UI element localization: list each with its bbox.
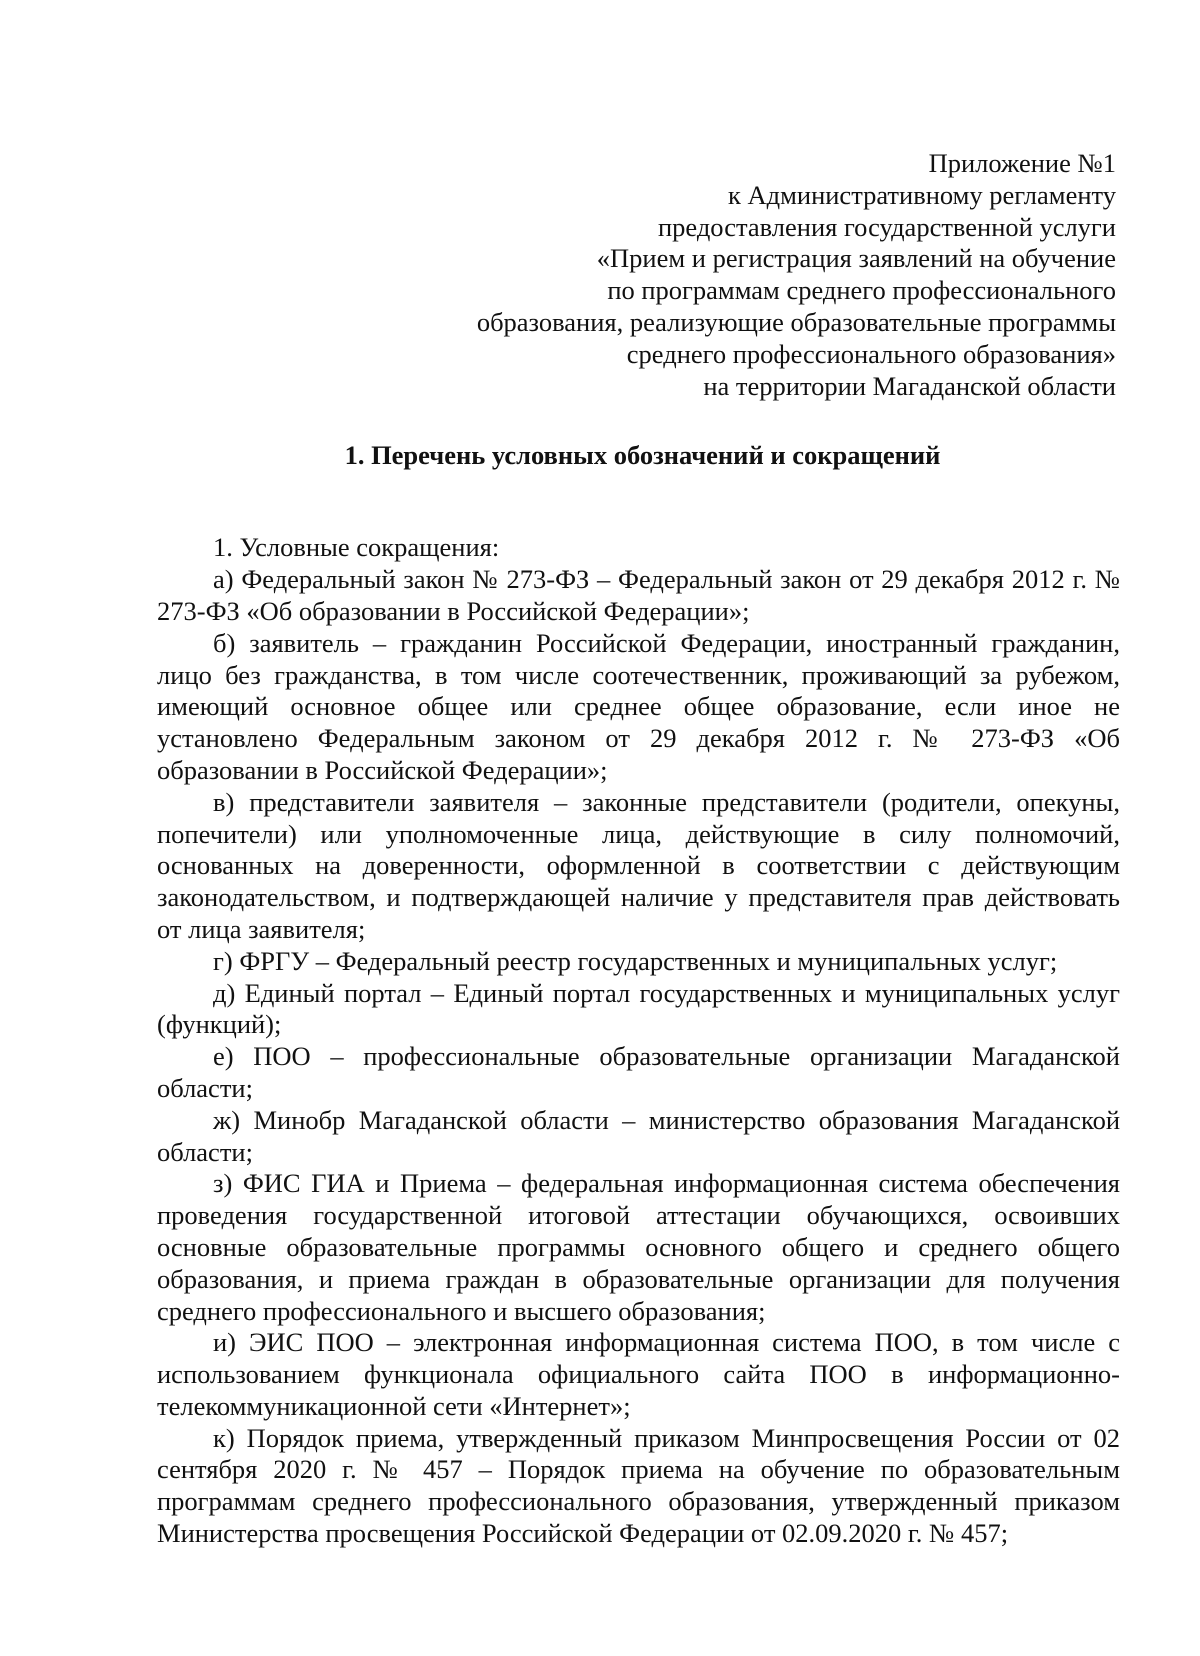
paragraph-item-g: г) ФРГУ – Федеральный реестр государственных и муниципальных услуг;	[213, 945, 1058, 976]
paragraph-item-z: з) ФИС ГИА и Приема – федеральная информационная система обеспечения проведения государственной итоговой аттестации обучающихся, освоивших основные образовательные программы основного общего и среднего общего образования, и приема граждан в образовательные организации для получения среднего профессионального и высшего образования;	[157, 1168, 1120, 1326]
attachment-line: Приложение №1	[928, 148, 1116, 178]
paragraph-abbreviations-intro: 1. Условные сокращения:	[213, 532, 500, 563]
paragraph-item-d: д) Единый портал – Единый портал государственных и муниципальных услуг (функций);	[157, 977, 1120, 1040]
attachment-line: предоставления государственной услуги	[657, 211, 1116, 242]
attachment-line: среднего профессионального образования»	[626, 338, 1116, 369]
attachment-header	[157, 148, 1116, 402]
attachment-line: «Прием и регистрация заявлений на обучение	[596, 243, 1116, 274]
paragraph-item-v: в) представители заявителя – законные представители (родители, опекуны, попечители) или уполномоченные лица, действующие в силу полномочий, основанных на доверенности, оформленной в соответствии с действующим законодательством, и подтверждающей наличие у представителя прав действовать от лица заявителя;	[157, 786, 1120, 944]
attachment-line: по программам среднего профессионального	[607, 275, 1116, 306]
attachment-line: на территории Магаданской области	[703, 370, 1116, 401]
document-body	[157, 532, 1120, 1550]
paragraph-item-e: е) ПОО – профессиональные образовательные организации Магаданской области;	[157, 1041, 1120, 1103]
paragraph-item-b: б) заявитель – гражданин Российской Федерации, иностранный гражданин, лицо без гражданства, в том числе соотечественник, проживающий за рубежом, имеющий основное общее или среднее общее образование, если иное не установлено Федеральным законом от 29 декабря 2012 г. № 273-ФЗ «Об образовании в Российской Федерации»;	[157, 627, 1120, 785]
section-title: 1. Перечень условных обозначений и сокращений	[344, 440, 941, 471]
attachment-line: образования, реализующие образовательные программы	[476, 306, 1116, 337]
paragraph-item-zh: ж) Минобр Магаданской области – министерство образования Магаданской области;	[157, 1104, 1120, 1167]
paragraph-item-k: к) Порядок приема, утвержденный приказом Минпросвещения России от 02 сентября 2020 г. № 457 – Порядок приема на обучение по образовательным программам среднего профессионального образования, утвержденный приказом Министерства просвещения Российской Федерации от 02.09.2020 г. № 457;	[157, 1422, 1120, 1549]
attachment-line: к Административному регламенту	[728, 179, 1116, 210]
paragraph-item-a: а) Федеральный закон № 273-ФЗ – Федеральный закон от 29 декабря 2012 г. № 273-ФЗ «Об образовании в Российской Федерации»;	[157, 564, 1120, 626]
paragraph-item-i: и) ЭИС ПОО – электронная информационная система ПОО, в том числе с использованием функционала официального сайта ПОО в информационно-телекоммуникационной сети «Интернет»;	[157, 1327, 1120, 1421]
